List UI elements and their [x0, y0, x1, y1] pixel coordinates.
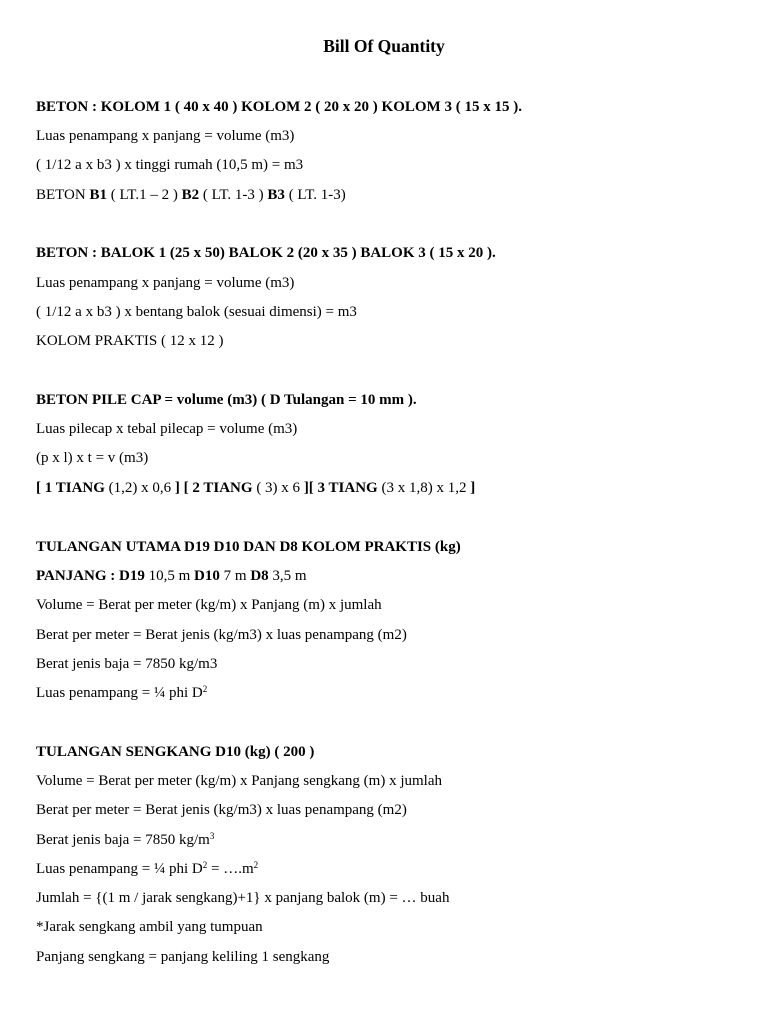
formula-line: Volume = Berat per meter (kg/m) x Panjang sengkang (m) x jumlah — [36, 773, 443, 789]
section-heading-pile-cap: BETON PILE CAP = volume (m3) ( D Tulangan = 10 mm ). — [36, 392, 417, 408]
beton-types-line: BETON B1 ( LT.1 – 2 ) B2 ( LT. 1-3 ) B3 ( LT. 1-3) — [36, 187, 346, 203]
formula-line: ( 1/12 a x b3 ) x bentang balok (sesuai dimensi) = m3 — [36, 304, 357, 320]
section-heading-tulangan-utama: TULANGAN UTAMA D19 D10 DAN D8 KOLOM PRAKTIS (kg) — [36, 539, 461, 555]
formula-line: (p x l) x t = v (m3) — [36, 450, 149, 466]
kolom-praktis-line: KOLOM PRAKTIS ( 12 x 12 ) — [36, 333, 224, 349]
formula-line: Luas penampang x panjang = volume (m3) — [36, 275, 295, 291]
section-heading-beton-kolom: BETON : KOLOM 1 ( 40 x 40 ) KOLOM 2 ( 20 x 20 ) KOLOM 3 ( 15 x 15 ). — [36, 99, 522, 115]
formula-line: Berat jenis baja = 7850 $kg/m^3$ — [36, 831, 215, 848]
formula-line: Luas penampang = ¼ phi $D^2$ = $\dots.m^2$ — [36, 860, 259, 877]
formula-line: Berat per meter = Berat jenis (kg/m3) x luas penampang (m2) — [36, 627, 407, 643]
note-line: *Jarak sengkang ambil yang tumpuan — [36, 919, 263, 935]
document-title: Bill Of Quantity — [323, 36, 445, 56]
formula-line: Luas penampang = ¼ phi $D^2$ — [36, 684, 208, 701]
formula-line: Volume = Berat per meter (kg/m) x Panjang (m) x jumlah — [36, 597, 382, 613]
section-heading-beton-balok: BETON : BALOK 1 (25 x 50) BALOK 2 (20 x 35 ) BALOK 3 ( 15 x 20 ). — [36, 245, 496, 261]
formula-line: Luas pilecap x tebal pilecap = volume (m3) — [36, 421, 298, 437]
formula-line: Panjang sengkang = panjang keliling 1 sengkang — [36, 949, 330, 965]
section-heading-tulangan-sengkang: TULANGAN SENGKANG D10 (kg) ( 200 ) — [36, 744, 315, 760]
formula-line: Berat per meter = Berat jenis (kg/m3) x luas penampang (m2) — [36, 802, 407, 818]
panjang-line: PANJANG : D19 10,5 m D10 7 m D8 3,5 m — [36, 568, 307, 584]
formula-line: Berat jenis baja = 7850 kg/m3 — [36, 656, 218, 672]
tiang-line: [ 1 TIANG (1,2) x 0,6 ] [ 2 TIANG ( 3) x 6 ][ 3 TIANG (3 x 1,8) x 1,2 ] — [36, 480, 476, 496]
formula-line: Luas penampang x panjang = volume (m3) — [36, 128, 295, 144]
formula-line: ( 1/12 a x b3 ) x tinggi rumah (10,5 m) = m3 — [36, 157, 304, 173]
formula-line: Jumlah = {(1 m / jarak sengkang)+1} x panjang balok (m) = … buah — [36, 890, 450, 906]
